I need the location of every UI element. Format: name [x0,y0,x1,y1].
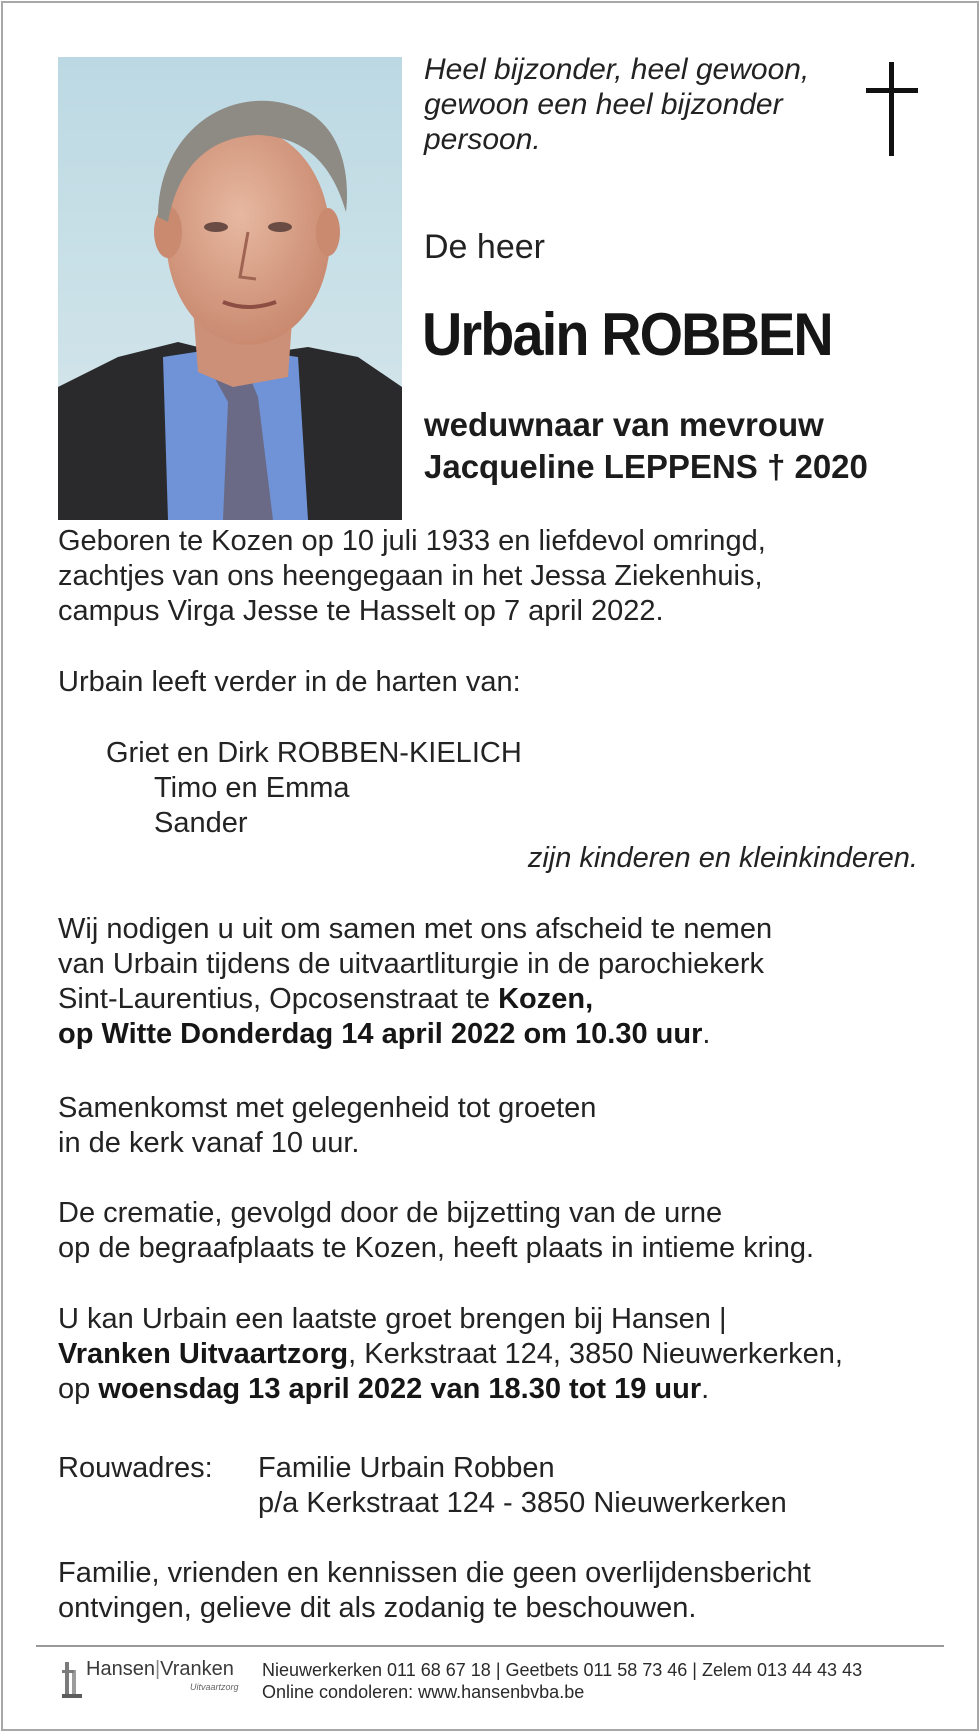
funeral-home-logo [60,1654,260,1706]
paragraph-line: campus Virga Jesse te Hasselt op 7 april 2022. [58,595,664,627]
logo-separator: | [154,1658,161,1680]
text-span: . [701,1373,710,1405]
honorific: De heer [424,228,545,266]
mourning-address-line: Familie Urbain Robben [258,1452,555,1484]
text-span: , Kerkstraat 124, 3850 Nieuwerkerken, [348,1338,843,1370]
paragraph-line: zachtjes van ons heengegaan in het Jessa Ziekenhuis, [58,560,763,592]
footer-online-link[interactable]: Online condoleren: www.hansenbvba.be [262,1682,585,1702]
spouse-line: weduwnaar van mevrouw [424,406,824,443]
footer-contact [262,1659,862,1703]
footer-phones: Nieuwerkerken 011 68 67 18 | Geetbets 011 58 73 46 | Zelem 013 44 43 43 [262,1660,863,1680]
gathering-paragraph [58,1091,596,1161]
survived-intro [58,665,521,700]
invitation-paragraph [58,912,772,1052]
logo-part: Hansen [86,1658,155,1680]
spouse-info [424,404,868,488]
paragraph-line [58,1372,843,1407]
paragraph-line: Wij nodigen u uit om samen met ons afscheid te nemen [58,913,773,945]
cremation-paragraph [58,1196,814,1266]
mourning-address [58,1451,787,1521]
deceased-name: Urbain ROBBEN [422,301,832,368]
family-line: Timo en Emma [154,772,350,804]
birth-death-paragraph [58,524,766,629]
verse-line: Heel bijzonder, heel gewoon, [424,53,810,86]
closing-paragraph [58,1556,811,1626]
text-span: op [58,1373,99,1405]
paragraph-line: Familie, vrienden en kennissen die geen overlijdensbericht [58,1557,811,1589]
mourning-address-line: p/a Kerkstraat 124 - 3850 Nieuwerkerken [258,1487,787,1519]
paragraph-line: in de kerk vanaf 10 uur. [58,1127,360,1159]
memorial-verse [424,52,844,157]
mourning-address-label: Rouwadres: [58,1452,213,1484]
paragraph-line: Geboren te Kozen op 10 juli 1933 en liefdevol omringd, [58,525,766,557]
text-span: . [702,1018,711,1050]
place-emphasis: Kozen, [498,983,594,1015]
logo-mark-icon [62,1656,84,1700]
family-list [58,736,918,876]
survived-intro-text: Urbain leeft verder in de harten van: [58,666,521,698]
paragraph-line: ontvingen, gelieve dit als zodanig te beschouwen. [58,1592,697,1624]
logo-part: Vranken [160,1658,234,1680]
paragraph-line [58,982,772,1017]
footer-divider [36,1645,944,1647]
paragraph-line: op de begraafplaats te Kozen, heeft plaats in intieme kring. [58,1232,815,1264]
logo-subtitle: Uitvaartzorg [190,1682,239,1692]
family-line: Sander [154,807,248,839]
paragraph-line: U kan Urbain een laatste groet brengen bij Hansen | [58,1303,727,1335]
visit-paragraph [58,1302,843,1407]
verse-line: gewoon een heel bijzonder [424,88,783,121]
spouse-line: Jacqueline LEPPENS † 2020 [424,448,868,485]
paragraph-line: De crematie, gevolgd door de bijzetting van de urne [58,1197,723,1229]
cross-icon [862,60,922,160]
paragraph-line [58,1337,843,1372]
visit-date-emphasis: woensdag 13 april 2022 van 18.30 tot 19 uur [98,1373,702,1405]
family-role: zijn kinderen en kleinkinderen. [527,842,918,874]
paragraph-line: Samenkomst met gelegenheid tot groeten [58,1092,597,1124]
service-date-emphasis: op Witte Donderdag 14 april 2022 om 10.30 uur [58,1018,703,1050]
logo-wordmark [86,1658,234,1681]
paragraph-line [58,1017,772,1052]
text-span: Sint-Laurentius, Opcosenstraat te [58,983,499,1015]
family-line: Griet en Dirk ROBBEN-KIELICH [106,737,522,769]
portrait-photo [58,57,402,520]
funeral-home-emphasis: Vranken Uitvaartzorg [58,1338,349,1370]
paragraph-line: van Urbain tijdens de uitvaartliturgie in de parochiekerk [58,948,765,980]
verse-line: persoon. [424,123,541,156]
